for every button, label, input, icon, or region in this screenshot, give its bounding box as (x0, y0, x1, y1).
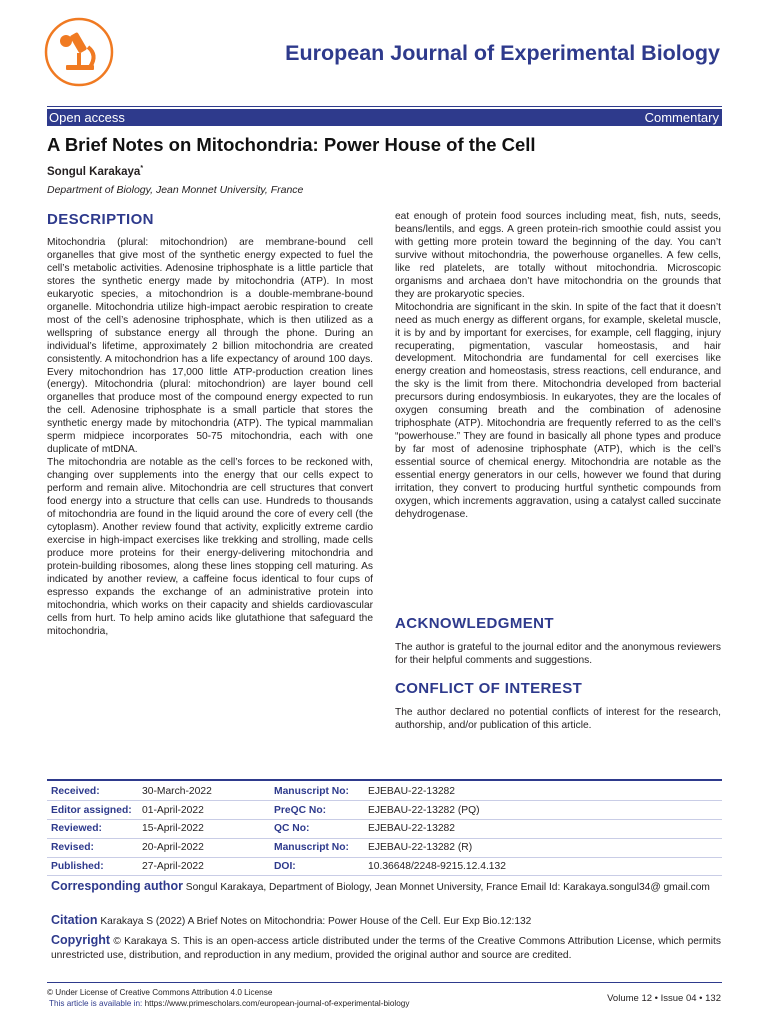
metadata-value-2: 10.36648/2248-9215.12.4.132 (368, 861, 506, 873)
metadata-label-2: DOI: (274, 861, 296, 873)
metadata-label: Reviewed: (51, 823, 102, 835)
metadata-value: 15-April-2022 (142, 823, 204, 835)
article-title: A Brief Notes on Mitochondria: Power House of the Cell (47, 134, 536, 155)
acknowledgment-text: The author is grateful to the journal editor and the anonymous reviewers for their helpful comments and suggestions. (395, 642, 721, 666)
author-name (47, 165, 143, 178)
metadata-label: Received: (51, 785, 100, 797)
metadata-rule (47, 779, 722, 781)
metadata-value: 01-April-2022 (142, 804, 204, 816)
metadata-value: 20-April-2022 (142, 842, 204, 854)
open-access-label: Open access (49, 110, 125, 125)
metadata-label: Editor assigned: (51, 804, 132, 816)
journal-logo-icon (44, 17, 114, 87)
metadata-label: Revised: (51, 842, 94, 854)
metadata-table (47, 782, 722, 876)
description-heading: DESCRIPTION (47, 211, 154, 228)
conflict-heading: CONFLICT OF INTEREST (395, 680, 583, 697)
footer-rule (47, 982, 722, 983)
metadata-value-2: EJEBAU-22-13282 (368, 823, 456, 835)
journal-title: European Journal of Experimental Biology (285, 41, 720, 65)
conflict-text: The author declared no potential conflicts of interest for the research, authorship, and/or publication of this article. (395, 707, 721, 731)
description-paragraph-3: eat enough of protein food sources including meat, fish, nuts, seeds, beans/lentils, and eggs. A green protein-rich smoothie could assist you with getting more protein toward the beginning of the day. You can’t survive without mitochondria, the powerhouse organelles. A few cells, like red platelets, are totally without mitochondria. Microscopic organisms and archaea don’t have mitochondria on the grounds that they are prokaryotic species. (395, 211, 721, 300)
availability-label: This article is available in: (49, 999, 143, 1008)
metadata-label-2: QC No: (274, 823, 310, 835)
header-rule (47, 106, 722, 107)
metadata-value-2: EJEBAU-22-13282 (368, 785, 456, 797)
volume-issue: Volume 12 • Issue 04 • 132 (607, 993, 721, 1004)
citation (51, 914, 721, 929)
citation-text: Karakaya S (2022) A Brief Notes on Mitochondria: Power House of the Cell. Eur Exp Bio.12:132 (100, 916, 532, 927)
author-name-text: Songul Karakaya (47, 165, 141, 178)
author-affiliation: Department of Biology, Jean Monnet University, France (47, 184, 304, 196)
copyright-label: Copyright (51, 933, 111, 947)
description-paragraph-4: Mitochondria are significant in the skin. In spite of the fact that it doesn’t need as much energy as different organs, for example, skeletal muscle, it is by and by important for exercises, for example, cell flagging, injury recuperating, pigmentation, vascular homeostasis, and hair development. Mitochondria are fundamental for cell exercises like energy creation and homeostasis, stress reactions, cell endurance, and the sky is the limit from there. Mitochondria developed from bacterial precursors during endosymbiosis. In eukaryotes, they are the locales of oxygen consuming breath and the combination of adenosine triphosphate (ATP). Mitochondria are frequently referred to as the cell’s “powerhouse.” They are found in basically all phone types and produce by far most of adenosine triphosphate (ATP), which is the cell’s essential source of chemical energy. Mitochondria are notable as the essential energy generators in our cells, however we found that during irritation, they convert to producing hurtful synthetic compounds from oxygen, which increments aggravation, using a catalyst called succinate dehydrogenase. (395, 301, 721, 520)
metadata-value: 27-April-2022 (142, 861, 204, 873)
metadata-value: 30-March-2022 (142, 785, 212, 797)
metadata-label-2: Manuscript No: (274, 785, 349, 797)
left-column (47, 237, 373, 639)
corresponding-author (51, 880, 721, 895)
citation-label: Citation (51, 913, 98, 927)
metadata-label-2: PreQC No: (274, 804, 327, 816)
metadata-value-2: EJEBAU-22-13282 (PQ) (368, 804, 480, 816)
metadata-label: Published: (51, 861, 104, 873)
metadata-row (47, 857, 722, 876)
copyright-text: © Karakaya S. This is an open-access article distributed under the terms of the Creative Commons Attribution License, which permits unrestricted use, distribution, and reproduction in any medium, provided the original author and source are credited. (51, 936, 721, 961)
availability-note (49, 999, 409, 1008)
availability-url[interactable]: https://www.primescholars.com/european-journal-of-experimental-biology (144, 999, 410, 1008)
article-type-bar (47, 109, 722, 126)
metadata-row (47, 801, 722, 820)
metadata-value-2: EJEBAU-22-13282 (R) (368, 842, 473, 854)
right-column (395, 211, 721, 522)
metadata-label-2: Manuscript No: (274, 842, 349, 854)
article-type-label: Commentary (644, 110, 719, 125)
description-paragraph-2: The mitochondria are notable as the cell’s forces to be reckoned with, changing over supplements into the energy that our cells expect to perform and remain alive. Mitochondria are cell structures that convert food energy into a structure that cells can use. Hundreds to thousands of mitochondria are found in the liquid around the core of every cell (the cytoplasm). Another review found that activity, explicitly extreme cardio exercise in high-impact exercises like trekking and strolling, made cells produce more proteins for their energy-delivering mitochondria and protein-building ribosomes, along these lines stopping cell maturing. As indicated by another review, a caffeine focus identical to four cups of espresso expands the exchange of an administrative protein into mitochondria, which works on their capacity and shields cardiovascular cells from hurt. To help amino acids like glutathione that safeguard the mitochondria, (47, 457, 373, 637)
metadata-row (47, 782, 722, 801)
description-paragraph-1: Mitochondria (plural: mitochondrion) are membrane-bound cell organelles that give most of the synthetic energy expected to fuel the cell’s metabolic activities. Adenosine triphosphate is a little particle that stores the synthetic energy made by mitochondria (ATP). In most eukaryotic species, a mitochondrion is a double-membrane-bound organelle. Mitochondria utilize high-impact aerobic respiration to create most of the cell’s adenosine triphosphate, which is then utilized as a wellspring of substance energy all through the phone. During an individual’s lifetime, approximately 2 billion mitochondria are created consistently. A mitochondrion has a life expectancy of around 100 days. Every mitochondrion has 17,000 little ATP-production creation lines (energy). Mitochondria (plural: mitochondrion) are layer bound cell organelles that produce most of the compound energy expected to run the cell. Adenosine triphosphate is a small particle that stores the synthetic energy made by mitochondria (ATP). The typical mammalian sperm midpiece incorporates 50-75 mitochondria, each with one duplicate of mtDNA. (47, 237, 373, 456)
acknowledgment-heading: ACKNOWLEDGMENT (395, 615, 554, 632)
metadata-row (47, 838, 722, 857)
corresponding-author-text: Songul Karakaya, Department of Biology, Jean Monnet University, France Email Id: Karakaya.songul34@ gmail.com (185, 882, 710, 893)
metadata-row (47, 820, 722, 839)
corresponding-author-label: Corresponding author (51, 879, 183, 893)
author-mark: * (140, 165, 144, 172)
copyright (51, 934, 721, 962)
license-note: © Under License of Creative Commons Attribution 4.0 License (47, 988, 273, 997)
